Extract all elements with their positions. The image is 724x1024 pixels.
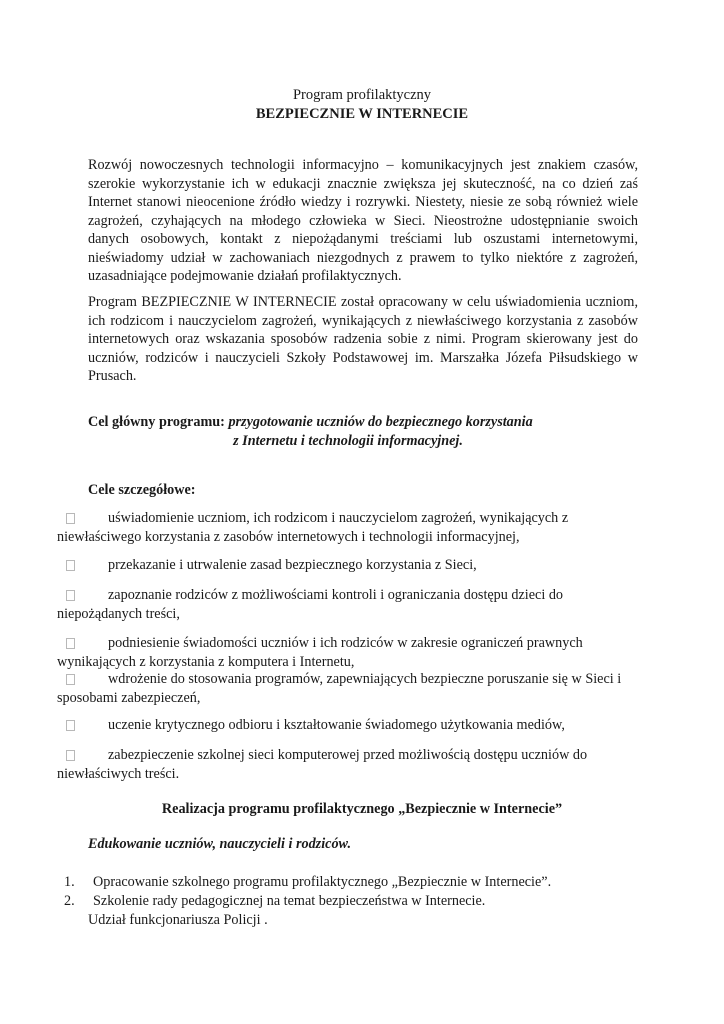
item-text: Szkolenie rady pedagogicznej na temat bezpieczeństwa w Internecie. bbox=[93, 893, 486, 909]
item-text: Opracowanie szkolnego programu profilaktycznego „Bezpiecznie w Internecie”. bbox=[93, 874, 552, 890]
main-goal-label: Cel główny programu: bbox=[88, 414, 225, 430]
numbered-item bbox=[64, 873, 644, 892]
numbered-item bbox=[64, 892, 644, 911]
bullet-box-icon bbox=[66, 638, 75, 649]
list-item bbox=[57, 670, 643, 707]
bullet-box-icon bbox=[66, 720, 75, 731]
item-number: 2. bbox=[64, 893, 75, 909]
list-item bbox=[57, 556, 643, 575]
education-subheading: Edukowanie uczniów, nauczycieli i rodziców. bbox=[88, 836, 352, 852]
list-item-text: podniesienie świadomości uczniów i ich rodziców w zakresie ograniczeń prawnych wynikających z korzystania z komputera i Internetu, bbox=[57, 635, 583, 670]
list-item-text: wdrożenie do stosowania programów, zapewniających bezpieczne poruszanie się w Sieci i sposobami zabezpieczeń, bbox=[57, 671, 622, 706]
bullet-box-icon bbox=[66, 560, 75, 571]
intro-paragraph-2: Program BEZPIECZNIE W INTERNECIE został opracowany w celu uświadomienia uczniom, ich rodzicom i nauczycielom zagrożeń, wynikających z niewłaściwego korzystania z zasobów internetowych oraz wskazania sposobów radzenia sobie z nimi. Program skierowany jest do uczniów, rodziców i nauczycieli Szkoły Podstawowej im. Marszałka Józefa Piłsudskiego w Prusach. bbox=[88, 294, 638, 384]
list-item-text: uczenie krytycznego odbioru i kształtowanie świadomego użytkowania mediów, bbox=[108, 717, 565, 733]
list-item bbox=[57, 586, 643, 623]
bullet-box-icon bbox=[66, 750, 75, 761]
list-item-text: przekazanie i utrwalenie zasad bezpiecznego korzystania z Sieci, bbox=[108, 557, 477, 573]
intro-paragraph-1: Rozwój nowoczesnych technologii informacyjno – komunikacyjnych jest znakiem czasów, szerokie wykorzystanie ich w edukacji znacznie zwiększa jej skuteczność, na co dzień zaś Internet stanowi nieocenione źródło wiedzy i rozrywki. Niestety, niesie ze sobą również wiele zagrożeń, czyhających na młodego człowieka w Sieci. Nieostrożne udostępnianie swoich danych osobowych, kontakt z niepożądanymi treściami lub oszustami internetowymi, nieświadomy udział w zachowaniach niezgodnych z prawem to tylko niektóre z zagrożeń, uzasadniające podejmowanie działań profilaktycznych. bbox=[88, 157, 638, 284]
list-item-text: zabezpieczenie szkolnej sieci komputerowej przed możliwością dostępu uczniów do niewłaściwych treści. bbox=[57, 747, 588, 782]
main-goal bbox=[88, 413, 638, 450]
list-item bbox=[57, 509, 643, 546]
program-title: BEZPIECZNIE W INTERNECIE bbox=[255, 106, 469, 122]
list-item bbox=[57, 716, 643, 735]
list-item bbox=[57, 746, 643, 783]
specific-goals-heading: Cele szczegółowe: bbox=[88, 482, 196, 498]
bullet-box-icon bbox=[66, 513, 75, 524]
police-participation-line: Udział funkcjonariusza Policji . bbox=[88, 912, 268, 928]
bullet-box-icon bbox=[66, 674, 75, 685]
program-subtitle: Program profilaktyczny bbox=[292, 87, 432, 103]
main-goal-text-line1: przygotowanie uczniów do bezpiecznego korzystania bbox=[228, 414, 533, 430]
list-item-text: uświadomienie uczniom, ich rodzicom i nauczycielom zagrożeń, wynikających z niewłaściwego korzystania z zasobów internetowych i technologii informacyjnej, bbox=[57, 510, 569, 545]
list-item-text: zapoznanie rodziców z możliwościami kontroli i ograniczania dostępu dzieci do niepożądanych treści, bbox=[57, 587, 564, 622]
list-item bbox=[57, 634, 643, 671]
realization-heading: Realizacja programu profilaktycznego „Bezpiecznie w Internecie” bbox=[161, 801, 563, 817]
item-number: 1. bbox=[64, 874, 75, 890]
bullet-box-icon bbox=[66, 590, 75, 601]
main-goal-text-line2: z Internetu i technologii informacyjnej. bbox=[233, 432, 463, 449]
